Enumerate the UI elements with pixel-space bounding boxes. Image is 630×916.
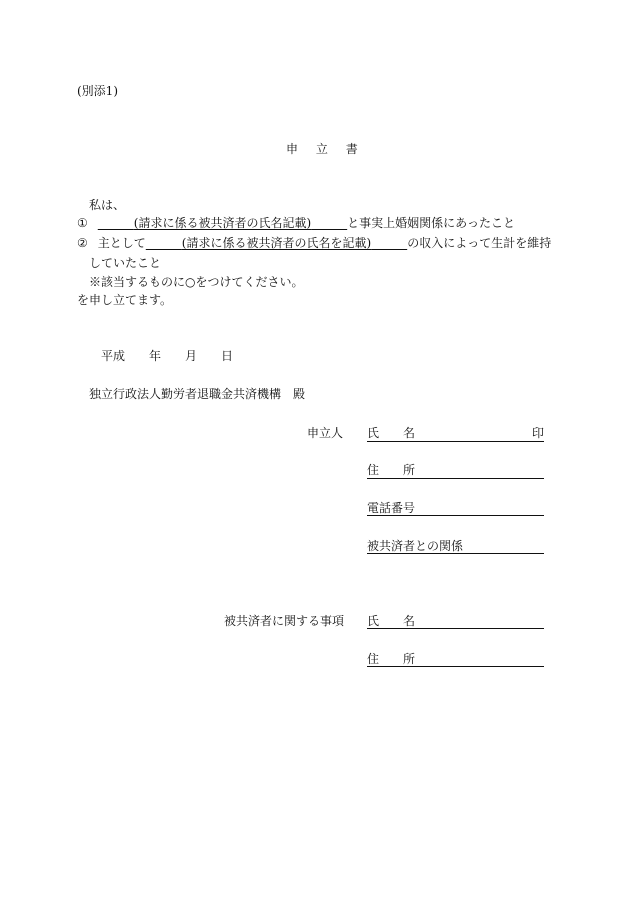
date-era: 平成	[101, 349, 126, 363]
item-number: ①	[77, 216, 88, 230]
item-text: と事実上婚姻関係にあったこと	[347, 216, 516, 230]
applicant-relation-label: 被共済者との関係	[367, 539, 464, 553]
date-day: 日	[221, 349, 234, 363]
insured-name-line	[367, 628, 544, 629]
date-year: 年	[149, 349, 162, 363]
addressee: 独立行政法人勤労者退職金共済機構 殿	[89, 387, 306, 401]
title-char-3: 書	[345, 142, 358, 156]
title-char-2: 立	[315, 142, 328, 156]
insured-address-label: 住 所	[367, 652, 416, 666]
instruction-note: ※該当するものに○をつけてください。	[89, 275, 304, 289]
closing-text: を申し立てます。	[77, 293, 173, 307]
name-blank: (請求に係る被共済者の氏名記載)	[133, 216, 312, 230]
insured-section-label: 被共済者に関する事項	[224, 614, 345, 628]
applicant-address-label: 住 所	[367, 463, 416, 477]
seal-mark: 印	[532, 426, 545, 440]
item-text: の収入によって生計を維持	[407, 236, 552, 250]
applicant-name-label: 氏 名	[367, 426, 416, 440]
statement-item-2-continuation: していたこと	[89, 256, 162, 270]
document-title	[286, 142, 358, 156]
statement-item-2	[77, 236, 551, 250]
item-number: ②	[77, 236, 88, 250]
attachment-label: (別添1)	[77, 84, 118, 98]
applicant-phone-line	[367, 515, 544, 516]
title-char-1: 申	[286, 142, 299, 156]
applicant-relation-line	[367, 553, 544, 554]
date-month: 月	[185, 349, 198, 363]
item-text: 主として	[97, 236, 146, 250]
applicant-name-line	[367, 441, 544, 442]
name-blank: (請求に係る被共済者の氏名を記載)	[181, 236, 372, 250]
statement-item-1	[77, 216, 515, 230]
applicant-address-line	[367, 478, 544, 479]
intro-text: 私は、	[89, 198, 126, 212]
insured-address-line	[367, 666, 544, 667]
applicant-label: 申立人	[307, 426, 344, 440]
insured-name-label: 氏 名	[367, 614, 416, 628]
applicant-phone-label: 電話番号	[367, 501, 416, 515]
